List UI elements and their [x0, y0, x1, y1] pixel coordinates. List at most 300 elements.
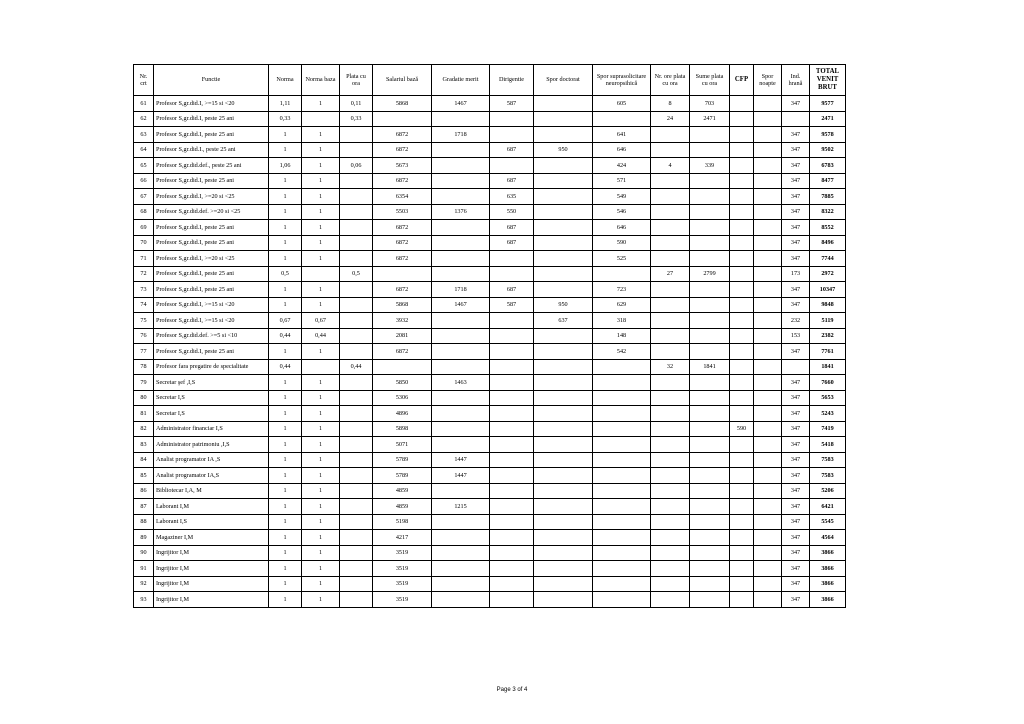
cell-sume-plata [690, 499, 730, 515]
cell-spor-doctorat [534, 530, 593, 546]
cell-gradatie-merit [432, 313, 490, 329]
cell-dirigentie [490, 483, 534, 499]
cell-norma: 0,44 [269, 359, 302, 375]
cell-sume-plata [690, 468, 730, 484]
cell-cfp [730, 204, 754, 220]
cell-norma: 1 [269, 204, 302, 220]
cell-sume-plata [690, 406, 730, 422]
cell-salariul-baza: 5306 [373, 390, 432, 406]
cell-norma: 1 [269, 251, 302, 267]
cell-dirigentie: 687 [490, 173, 534, 189]
cell-nr-ore-plata [651, 204, 690, 220]
cell-nr-ore-plata: 4 [651, 158, 690, 174]
cell-norma: 1 [269, 390, 302, 406]
cell-plata-cu-ora: 0,11 [340, 96, 373, 112]
cell-spor-suprasolicitare: 590 [593, 235, 651, 251]
cell-nr-ore-plata: 8 [651, 96, 690, 112]
header-spor-suprasolicitare: Spor suprasolicitare neuropsihică [593, 65, 651, 96]
cell-norma: 1,06 [269, 158, 302, 174]
table-row [134, 251, 846, 267]
cell-plata-cu-ora: 0,5 [340, 266, 373, 282]
cell-nr-ore-plata [651, 328, 690, 344]
cell-functie: Administrator patrimoniu ,I,S [154, 437, 269, 453]
cell-functie: Secretar I,S [154, 406, 269, 422]
cell-norma: 1 [269, 406, 302, 422]
header-norma: Norma [269, 65, 302, 96]
table-row [134, 220, 846, 236]
cell-spor-doctorat [534, 189, 593, 205]
cell-nr-ore-plata [651, 592, 690, 608]
cell-total-venit-brut: 3866 [810, 576, 846, 592]
cell-nr-crt: 92 [134, 576, 154, 592]
cell-salariul-baza: 6872 [373, 251, 432, 267]
cell-nr-ore-plata [651, 375, 690, 391]
cell-spor-doctorat [534, 576, 593, 592]
cell-norma: 1,11 [269, 96, 302, 112]
cell-nr-crt: 77 [134, 344, 154, 360]
cell-norma-baza: 1 [302, 390, 340, 406]
cell-salariul-baza: 5503 [373, 204, 432, 220]
cell-functie: Administrator financiar I,S [154, 421, 269, 437]
cell-spor-suprasolicitare [593, 111, 651, 127]
header-functie: Functie [154, 65, 269, 96]
cell-total-venit-brut: 2471 [810, 111, 846, 127]
cell-gradatie-merit [432, 514, 490, 530]
cell-total-venit-brut: 9848 [810, 297, 846, 313]
cell-sume-plata [690, 127, 730, 143]
cell-cfp [730, 173, 754, 189]
header-ind-hrana: Ind. hrană [782, 65, 810, 96]
cell-norma-baza: 0,44 [302, 328, 340, 344]
table-row [134, 189, 846, 205]
cell-gradatie-merit: 1718 [432, 282, 490, 298]
cell-norma-baza: 1 [302, 561, 340, 577]
cell-plata-cu-ora [340, 499, 373, 515]
cell-norma-baza: 1 [302, 421, 340, 437]
cell-spor-noapte [754, 220, 782, 236]
cell-cfp [730, 111, 754, 127]
cell-sume-plata [690, 204, 730, 220]
table-row [134, 127, 846, 143]
cell-gradatie-merit [432, 251, 490, 267]
cell-nr-crt: 76 [134, 328, 154, 344]
cell-cfp [730, 530, 754, 546]
cell-salariul-baza: 4896 [373, 406, 432, 422]
cell-sume-plata [690, 220, 730, 236]
cell-functie: Analist programator IA,S [154, 468, 269, 484]
table-row [134, 266, 846, 282]
cell-sume-plata [690, 592, 730, 608]
cell-spor-suprasolicitare [593, 452, 651, 468]
cell-salariul-baza: 3519 [373, 592, 432, 608]
cell-plata-cu-ora [340, 545, 373, 561]
cell-spor-noapte [754, 375, 782, 391]
cell-total-venit-brut: 4564 [810, 530, 846, 546]
cell-nr-crt: 82 [134, 421, 154, 437]
cell-cfp [730, 235, 754, 251]
cell-total-venit-brut: 5653 [810, 390, 846, 406]
cell-plata-cu-ora [340, 313, 373, 329]
cell-spor-doctorat [534, 127, 593, 143]
header-salariul-baza: Salariul bază [373, 65, 432, 96]
cell-spor-noapte [754, 390, 782, 406]
cell-spor-noapte [754, 251, 782, 267]
cell-norma-baza [302, 266, 340, 282]
cell-functie: Profesor S,gr.did.I, >=15 si <20 [154, 297, 269, 313]
cell-ind-hrana: 347 [782, 344, 810, 360]
cell-spor-suprasolicitare [593, 375, 651, 391]
cell-norma-baza: 1 [302, 375, 340, 391]
cell-spor-doctorat: 637 [534, 313, 593, 329]
cell-norma-baza: 1 [302, 235, 340, 251]
cell-total-venit-brut: 5418 [810, 437, 846, 453]
cell-nr-ore-plata [651, 282, 690, 298]
cell-spor-noapte [754, 437, 782, 453]
cell-spor-doctorat [534, 266, 593, 282]
cell-norma: 1 [269, 468, 302, 484]
cell-ind-hrana: 153 [782, 328, 810, 344]
cell-nr-crt: 62 [134, 111, 154, 127]
cell-spor-suprasolicitare: 605 [593, 96, 651, 112]
cell-nr-crt: 85 [134, 468, 154, 484]
table-row [134, 282, 846, 298]
cell-spor-doctorat [534, 437, 593, 453]
cell-salariul-baza: 6872 [373, 282, 432, 298]
cell-sume-plata [690, 483, 730, 499]
cell-ind-hrana: 347 [782, 96, 810, 112]
cell-spor-suprasolicitare [593, 499, 651, 515]
cell-cfp [730, 344, 754, 360]
cell-spor-noapte [754, 406, 782, 422]
cell-sume-plata [690, 514, 730, 530]
cell-nr-ore-plata [651, 530, 690, 546]
cell-functie: Profesor S,gr.did.I, peste 25 ani [154, 127, 269, 143]
cell-spor-suprasolicitare [593, 483, 651, 499]
cell-cfp [730, 499, 754, 515]
cell-dirigentie [490, 406, 534, 422]
cell-nr-crt: 75 [134, 313, 154, 329]
cell-gradatie-merit [432, 220, 490, 236]
cell-plata-cu-ora: 0,33 [340, 111, 373, 127]
cell-nr-crt: 72 [134, 266, 154, 282]
cell-spor-noapte [754, 359, 782, 375]
cell-plata-cu-ora [340, 142, 373, 158]
cell-norma-baza: 1 [302, 204, 340, 220]
cell-dirigentie: 687 [490, 235, 534, 251]
cell-functie: Secretar şef ,I,S [154, 375, 269, 391]
header-nr-ore-plata: Nr. ore plata cu ora [651, 65, 690, 96]
header-dirigentie: Dirigentie [490, 65, 534, 96]
cell-spor-noapte [754, 468, 782, 484]
cell-sume-plata [690, 328, 730, 344]
cell-functie: Profesor S,gr.did.def. >=20 si <25 [154, 204, 269, 220]
cell-total-venit-brut: 5243 [810, 406, 846, 422]
cell-nr-crt: 66 [134, 173, 154, 189]
cell-spor-noapte [754, 235, 782, 251]
cell-norma-baza [302, 111, 340, 127]
cell-salariul-baza: 3519 [373, 576, 432, 592]
cell-functie: Profesor S,gr.did.def., peste 25 ani [154, 158, 269, 174]
cell-total-venit-brut: 7583 [810, 468, 846, 484]
cell-ind-hrana: 347 [782, 204, 810, 220]
cell-spor-doctorat: 950 [534, 297, 593, 313]
cell-ind-hrana: 232 [782, 313, 810, 329]
cell-total-venit-brut: 2972 [810, 266, 846, 282]
cell-spor-noapte [754, 499, 782, 515]
cell-nr-crt: 78 [134, 359, 154, 375]
cell-cfp [730, 514, 754, 530]
cell-functie: Profesor S,gr.did.I, peste 25 ani [154, 344, 269, 360]
cell-total-venit-brut: 6421 [810, 499, 846, 515]
cell-sume-plata [690, 375, 730, 391]
cell-plata-cu-ora: 0,06 [340, 158, 373, 174]
cell-nr-crt: 71 [134, 251, 154, 267]
cell-norma-baza: 1 [302, 297, 340, 313]
cell-functie: Magaziner I,M [154, 530, 269, 546]
cell-norma: 1 [269, 282, 302, 298]
cell-spor-noapte [754, 204, 782, 220]
cell-norma: 1 [269, 344, 302, 360]
cell-gradatie-merit [432, 483, 490, 499]
cell-functie: Profesor S,gr.did.I, peste 25 ani [154, 266, 269, 282]
table-row [134, 561, 846, 577]
cell-nr-ore-plata: 27 [651, 266, 690, 282]
cell-salariul-baza: 5071 [373, 437, 432, 453]
cell-salariul-baza: 4859 [373, 499, 432, 515]
cell-spor-noapte [754, 173, 782, 189]
table-row [134, 514, 846, 530]
cell-spor-noapte [754, 127, 782, 143]
cell-dirigentie [490, 251, 534, 267]
cell-salariul-baza: 5868 [373, 96, 432, 112]
cell-plata-cu-ora [340, 127, 373, 143]
cell-spor-suprasolicitare: 723 [593, 282, 651, 298]
cell-spor-doctorat [534, 96, 593, 112]
cell-ind-hrana: 347 [782, 251, 810, 267]
cell-gradatie-merit: 1467 [432, 297, 490, 313]
cell-spor-noapte [754, 328, 782, 344]
cell-salariul-baza: 5789 [373, 452, 432, 468]
cell-plata-cu-ora [340, 204, 373, 220]
table-row [134, 499, 846, 515]
cell-functie: Profesor S,gr.did.I, peste 25 ani [154, 173, 269, 189]
cell-spor-doctorat [534, 452, 593, 468]
cell-salariul-baza: 3519 [373, 561, 432, 577]
cell-ind-hrana: 347 [782, 576, 810, 592]
cell-functie: Profesor S,gr.did.I, >=15 si <20 [154, 313, 269, 329]
cell-gradatie-merit [432, 359, 490, 375]
cell-nr-crt: 64 [134, 142, 154, 158]
cell-norma-baza: 1 [302, 468, 340, 484]
cell-dirigentie [490, 344, 534, 360]
cell-dirigentie [490, 530, 534, 546]
cell-norma: 1 [269, 173, 302, 189]
cell-sume-plata [690, 235, 730, 251]
cell-spor-noapte [754, 266, 782, 282]
cell-salariul-baza: 5868 [373, 297, 432, 313]
cell-sume-plata [690, 561, 730, 577]
cell-functie: Ingrijitor I,M [154, 561, 269, 577]
cell-salariul-baza: 6872 [373, 220, 432, 236]
cell-salariul-baza: 4217 [373, 530, 432, 546]
cell-norma-baza: 1 [302, 220, 340, 236]
cell-spor-doctorat: 950 [534, 142, 593, 158]
header-plata-cu-ora: Plata cu ora [340, 65, 373, 96]
cell-norma: 1 [269, 576, 302, 592]
cell-sume-plata [690, 344, 730, 360]
cell-nr-crt: 70 [134, 235, 154, 251]
cell-gradatie-merit [432, 158, 490, 174]
cell-nr-crt: 63 [134, 127, 154, 143]
table-row [134, 359, 846, 375]
cell-plata-cu-ora [340, 576, 373, 592]
cell-sume-plata: 2471 [690, 111, 730, 127]
cell-sume-plata [690, 173, 730, 189]
cell-norma: 0,44 [269, 328, 302, 344]
table-row [134, 452, 846, 468]
cell-nr-crt: 67 [134, 189, 154, 205]
cell-norma-baza: 1 [302, 282, 340, 298]
cell-functie: Laborant I,M [154, 499, 269, 515]
cell-plata-cu-ora [340, 437, 373, 453]
cell-ind-hrana: 347 [782, 235, 810, 251]
cell-spor-doctorat [534, 204, 593, 220]
cell-nr-crt: 74 [134, 297, 154, 313]
cell-nr-crt: 79 [134, 375, 154, 391]
cell-spor-doctorat [534, 328, 593, 344]
table-row [134, 545, 846, 561]
cell-sume-plata [690, 142, 730, 158]
cell-cfp: 590 [730, 421, 754, 437]
cell-spor-noapte [754, 483, 782, 499]
cell-ind-hrana: 347 [782, 592, 810, 608]
cell-spor-doctorat [534, 375, 593, 391]
header-nr-crt: Nr. crt [134, 65, 154, 96]
cell-spor-doctorat [534, 282, 593, 298]
table-row [134, 483, 846, 499]
cell-nr-ore-plata [651, 561, 690, 577]
cell-functie: Ingrijitor I,M [154, 545, 269, 561]
cell-functie: Profesor S,gr.did.I, >=20 si <25 [154, 189, 269, 205]
cell-sume-plata [690, 390, 730, 406]
cell-plata-cu-ora [340, 251, 373, 267]
cell-plata-cu-ora [340, 173, 373, 189]
cell-norma-baza: 1 [302, 514, 340, 530]
table-row [134, 390, 846, 406]
cell-spor-suprasolicitare [593, 437, 651, 453]
cell-cfp [730, 406, 754, 422]
cell-nr-ore-plata [651, 452, 690, 468]
cell-norma: 1 [269, 514, 302, 530]
cell-norma: 1 [269, 127, 302, 143]
cell-nr-ore-plata: 32 [651, 359, 690, 375]
cell-functie: Profesor S,gr.did.I, peste 25 ani [154, 220, 269, 236]
cell-norma: 1 [269, 592, 302, 608]
cell-ind-hrana: 347 [782, 390, 810, 406]
cell-total-venit-brut: 10347 [810, 282, 846, 298]
cell-nr-crt: 86 [134, 483, 154, 499]
cell-spor-doctorat [534, 483, 593, 499]
cell-nr-crt: 91 [134, 561, 154, 577]
cell-nr-ore-plata [651, 390, 690, 406]
cell-spor-noapte [754, 96, 782, 112]
cell-norma-baza: 1 [302, 189, 340, 205]
cell-spor-noapte [754, 282, 782, 298]
cell-salariul-baza: 2081 [373, 328, 432, 344]
cell-nr-ore-plata [651, 437, 690, 453]
cell-cfp [730, 468, 754, 484]
cell-dirigentie: 587 [490, 96, 534, 112]
cell-nr-ore-plata [651, 251, 690, 267]
cell-spor-doctorat [534, 406, 593, 422]
cell-total-venit-brut: 3866 [810, 592, 846, 608]
cell-plata-cu-ora [340, 468, 373, 484]
cell-spor-noapte [754, 452, 782, 468]
cell-ind-hrana: 347 [782, 483, 810, 499]
cell-spor-doctorat [534, 158, 593, 174]
cell-spor-suprasolicitare: 549 [593, 189, 651, 205]
cell-spor-suprasolicitare: 629 [593, 297, 651, 313]
cell-spor-noapte [754, 158, 782, 174]
cell-spor-doctorat [534, 220, 593, 236]
cell-cfp [730, 96, 754, 112]
cell-norma: 1 [269, 375, 302, 391]
cell-norma: 0,33 [269, 111, 302, 127]
cell-gradatie-merit: 1376 [432, 204, 490, 220]
cell-salariul-baza: 6872 [373, 127, 432, 143]
cell-nr-ore-plata [651, 514, 690, 530]
cell-nr-ore-plata [651, 313, 690, 329]
cell-gradatie-merit [432, 437, 490, 453]
cell-gradatie-merit [432, 530, 490, 546]
cell-dirigentie [490, 421, 534, 437]
cell-spor-doctorat [534, 468, 593, 484]
cell-salariul-baza: 5898 [373, 421, 432, 437]
cell-plata-cu-ora [340, 344, 373, 360]
cell-norma: 1 [269, 235, 302, 251]
cell-total-venit-brut: 3866 [810, 561, 846, 577]
cell-plata-cu-ora: 0,44 [340, 359, 373, 375]
cell-norma: 1 [269, 499, 302, 515]
cell-plata-cu-ora [340, 514, 373, 530]
cell-total-venit-brut: 8477 [810, 173, 846, 189]
cell-dirigentie [490, 514, 534, 530]
cell-salariul-baza: 5673 [373, 158, 432, 174]
cell-nr-ore-plata: 24 [651, 111, 690, 127]
cell-ind-hrana: 347 [782, 437, 810, 453]
cell-spor-doctorat [534, 173, 593, 189]
cell-spor-doctorat [534, 251, 593, 267]
cell-dirigentie [490, 452, 534, 468]
cell-spor-suprasolicitare: 641 [593, 127, 651, 143]
cell-norma: 1 [269, 421, 302, 437]
table-row [134, 173, 846, 189]
header-sume-plata: Sume plata cu ora [690, 65, 730, 96]
cell-cfp [730, 328, 754, 344]
cell-norma-baza: 1 [302, 437, 340, 453]
cell-plata-cu-ora [340, 220, 373, 236]
cell-cfp [730, 297, 754, 313]
cell-total-venit-brut: 9578 [810, 127, 846, 143]
cell-gradatie-merit [432, 390, 490, 406]
cell-salariul-baza [373, 359, 432, 375]
cell-ind-hrana: 347 [782, 297, 810, 313]
cell-ind-hrana: 347 [782, 142, 810, 158]
cell-ind-hrana [782, 111, 810, 127]
cell-dirigentie [490, 592, 534, 608]
cell-cfp [730, 220, 754, 236]
table-row [134, 437, 846, 453]
